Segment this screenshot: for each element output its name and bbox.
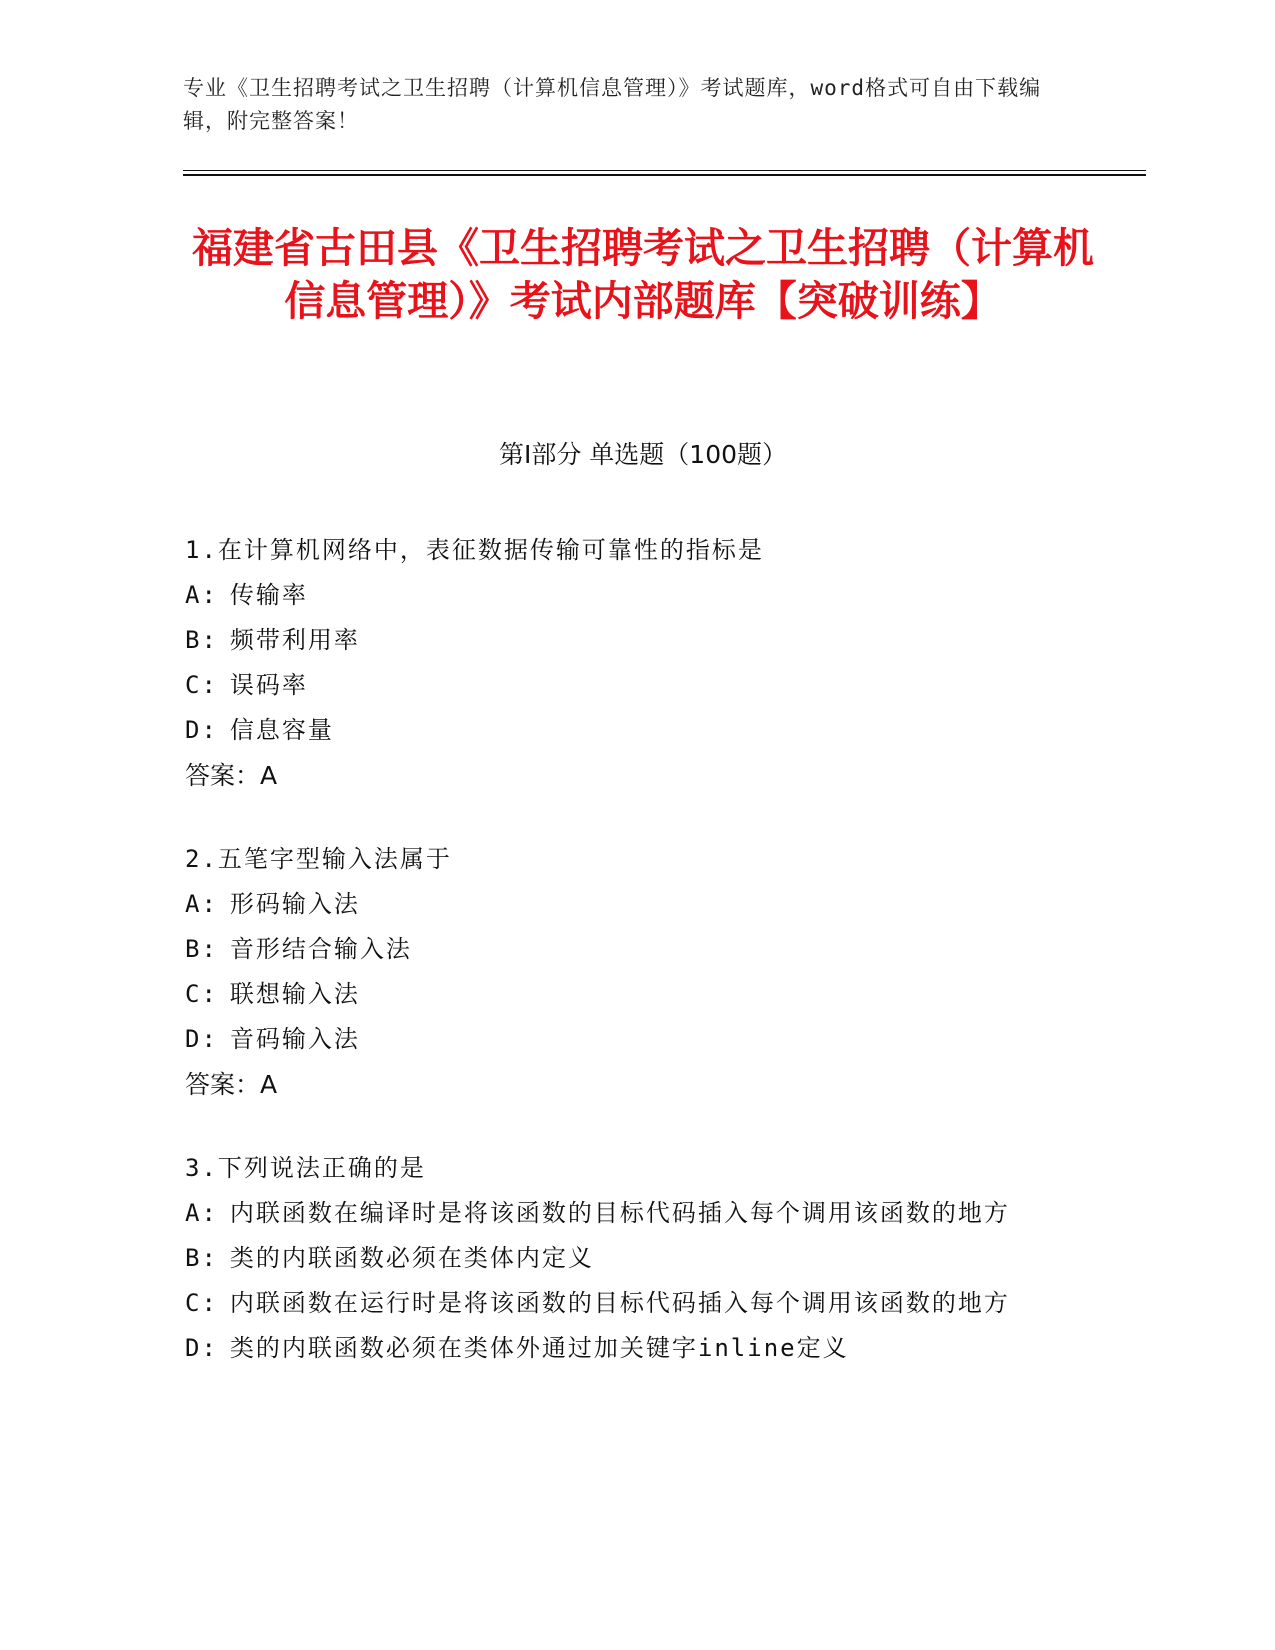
question-number: 1. — [185, 536, 218, 564]
option-label: A — [185, 890, 202, 918]
option-c: C: 内联函数在运行时是将该函数的目标代码插入每个调用该函数的地方 — [185, 1289, 1010, 1317]
option-a: A: 形码输入法 — [185, 890, 360, 918]
option-text: 内联函数在编译时是将该函数的目标代码插入每个调用该函数的地方 — [229, 1199, 1010, 1227]
question-number: 3. — [185, 1154, 218, 1182]
document-title: 福建省古田县《卫生招聘考试之卫生招聘（计算机信息管理）》考试内部题库【突破训练】 — [192, 224, 1094, 325]
answer: 答案：A — [185, 1070, 278, 1099]
header-note: 专业《卫生招聘考试之卫生招聘（计算机信息管理）》考试题库，word格式可自由下载编辑，附完整答案！ — [183, 76, 1042, 133]
question-text: 下列说法正确的是 — [217, 1154, 426, 1182]
option-label: D — [185, 1025, 202, 1053]
question-stem — [185, 1146, 1065, 1191]
question-list — [185, 528, 1065, 1410]
option-label: B — [185, 1244, 202, 1272]
question-2 — [185, 837, 1065, 1107]
option-d: D: 信息容量 — [185, 716, 334, 744]
option-d: D: 音码输入法 — [185, 1025, 360, 1053]
option-label: C — [185, 1289, 202, 1317]
option-text: 误码率 — [229, 671, 308, 699]
option-text: 音形结合输入法 — [229, 935, 412, 963]
option-a: A: 传输率 — [185, 581, 308, 609]
section-title: 第Ⅰ部分 单选题（100题） — [498, 440, 788, 469]
header-rule-thick — [183, 174, 1146, 176]
option-text: 信息容量 — [229, 716, 334, 744]
option-label: D — [185, 1334, 202, 1362]
option-d: D: 类的内联函数必须在类体外通过加关键字inline定义 — [185, 1334, 849, 1362]
option-text: 联想输入法 — [229, 980, 360, 1008]
option-text: 内联函数在运行时是将该函数的目标代码插入每个调用该函数的地方 — [229, 1289, 1010, 1317]
option-b: B: 音形结合输入法 — [185, 935, 412, 963]
option-label: A — [185, 1199, 202, 1227]
question-3 — [185, 1146, 1065, 1371]
option-label: D — [185, 716, 202, 744]
option-label: C — [185, 671, 202, 699]
option-text: 类的内联函数必须在类体外通过加关键字inline定义 — [229, 1334, 849, 1362]
question-number: 2. — [185, 845, 218, 873]
question-stem — [185, 528, 1065, 573]
option-text: 类的内联函数必须在类体内定义 — [229, 1244, 594, 1272]
header-rule-thin — [183, 170, 1146, 171]
option-text: 频带利用率 — [229, 626, 360, 654]
option-c: C: 误码率 — [185, 671, 308, 699]
option-b: B: 类的内联函数必须在类体内定义 — [185, 1244, 594, 1272]
question-text: 在计算机网络中，表征数据传输可靠性的指标是 — [217, 536, 764, 564]
option-c: C: 联想输入法 — [185, 980, 360, 1008]
question-stem — [185, 837, 1065, 882]
option-label: B — [185, 935, 202, 963]
option-text: 传输率 — [229, 581, 308, 609]
question-1 — [185, 528, 1065, 798]
option-b: B: 频带利用率 — [185, 626, 360, 654]
option-text: 形码输入法 — [229, 890, 360, 918]
option-label: B — [185, 626, 202, 654]
option-label: A — [185, 581, 202, 609]
answer: 答案：A — [185, 761, 278, 790]
option-label: C — [185, 980, 202, 1008]
option-text: 音码输入法 — [229, 1025, 360, 1053]
option-a: A: 内联函数在编译时是将该函数的目标代码插入每个调用该函数的地方 — [185, 1199, 1010, 1227]
question-text: 五笔字型输入法属于 — [217, 845, 452, 873]
